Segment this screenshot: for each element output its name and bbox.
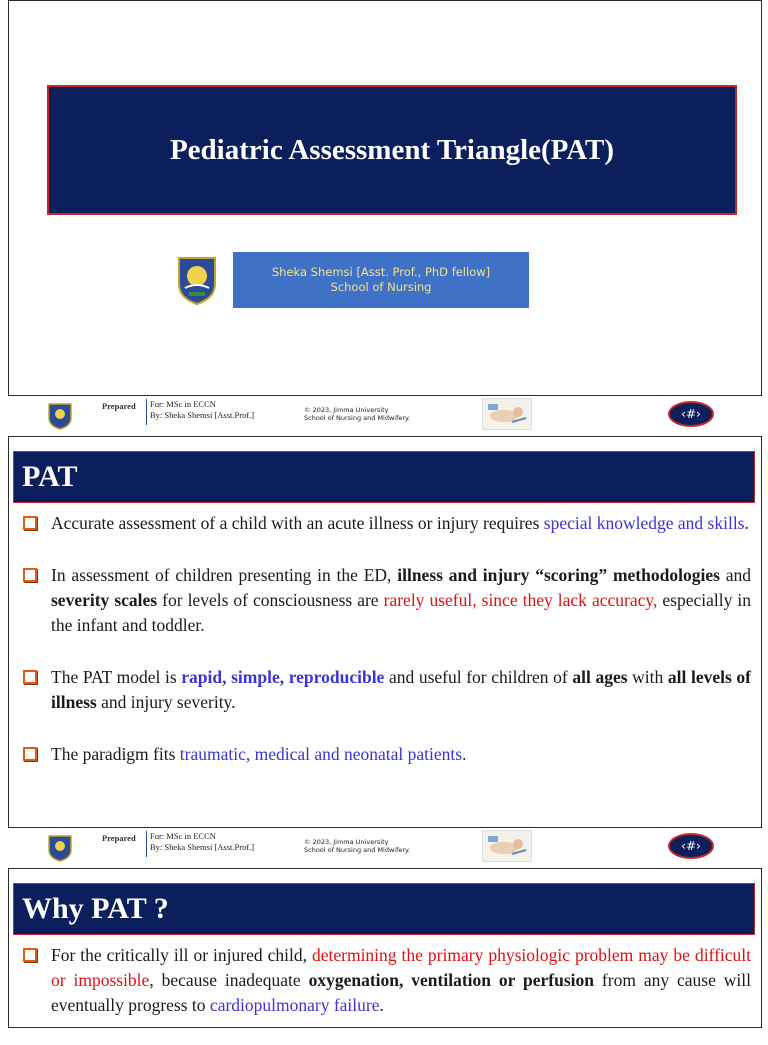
footer-by: By: Sheka Shemsi [Asst.Prof.] [150,842,255,852]
slide-title: Pediatric Assessment Triangle(PAT) [169,133,615,166]
bullet-text: from any cause will eventually progress to [51,970,751,1015]
list-item [19,742,751,767]
footer-by: By: Sheka Shemsi [Asst.Prof.] [150,410,255,420]
bullet-highlight: traumatic, medical and neonatal patients [179,744,463,764]
author-name: Sheka Shemsi [Asst. Prof., PhD fellow] [271,265,491,279]
title-banner [47,85,737,215]
footer-prepared: Prepared [102,833,136,843]
footer-copyright [304,838,410,854]
footer-copyright-line2: School of Nursing and Midwifery. [304,414,411,422]
bullet-text: Accurate assessment of a child with an acute illness or injury requires [51,513,544,533]
author-row [175,251,529,309]
slide-footer [8,396,762,436]
checkbox-bullet-icon [23,747,37,761]
footer-logo [46,834,74,862]
pat-slide [8,436,762,828]
why-pat-slide [8,868,762,1028]
bullet-text: and injury severity. [96,692,236,712]
footer-logo [46,402,74,430]
bullet-text: for levels of consciousness are [157,590,384,610]
checkbox-bullet-icon [23,948,37,962]
bullet-list [19,511,751,794]
footer-copyright-line1: © 2023, Jimma University [304,838,389,846]
footer-copyright-line2: School of Nursing and Midwifery. [304,846,411,854]
checkbox-bullet-icon [23,670,37,684]
university-logo [175,254,219,306]
list-item [19,511,751,536]
bullet-highlight: rapid, simple, reproducible [181,667,385,687]
list-item [19,665,751,715]
author-school: School of Nursing [330,280,432,294]
bullet-warning: rarely useful, since they lack accuracy, [383,590,658,610]
list-item [19,563,751,638]
bullet-text: For the critically ill or injured child, [51,945,312,965]
slide-heading: PAT [13,451,755,503]
footer-credits [150,831,254,853]
bullet-text: , because inadequate [149,970,309,990]
bullet-bold: severity scales [51,590,158,610]
footer-divider [146,831,147,857]
bullet-bold: illness and injury “scoring” methodologies [397,565,720,585]
bullet-warning: determining the primary physiologic problem may be difficult or impossible [51,945,751,990]
bullet-text: . [462,744,467,764]
footer-credits [150,399,254,421]
bullet-text: . [379,995,384,1015]
footer-clinic-image [482,398,532,430]
checkbox-bullet-icon [23,568,37,582]
checkbox-bullet-icon [23,516,37,530]
bullet-list [19,943,751,1045]
slide-heading: Why PAT ? [13,883,755,935]
bullet-text: The PAT model is [51,667,182,687]
title-slide [8,0,762,396]
author-box [233,252,529,308]
slide-footer [8,828,762,868]
footer-divider [146,399,147,425]
footer-copyright [304,406,410,422]
bullet-text: . [744,513,749,533]
footer-copyright-line1: © 2023, Jimma University [304,406,389,414]
footer-for: For: MSc in ECCN [150,399,216,409]
bullet-highlight: special knowledge and skills [543,513,745,533]
bullet-bold: all levels of illness [51,667,751,712]
list-item [19,943,751,1018]
bullet-bold: all ages [572,667,628,687]
footer-clinic-image [482,830,532,862]
bullet-text: especially in the infant and toddler. [51,590,751,635]
bullet-bold: oxygenation, ventilation or perfusion [308,970,595,990]
page-number-badge: ‹#› [668,833,714,859]
page-number-badge: ‹#› [668,401,714,427]
footer-prepared: Prepared [102,401,136,411]
footer-for: For: MSc in ECCN [150,831,216,841]
bullet-text: The paradigm fits [51,744,180,764]
bullet-highlight: cardiopulmonary failure [209,995,380,1015]
bullet-text: In assessment of children presenting in the ED, [51,565,398,585]
bullet-text: and [719,565,751,585]
bullet-text: with [627,667,668,687]
bullet-text: and useful for children of [384,667,573,687]
